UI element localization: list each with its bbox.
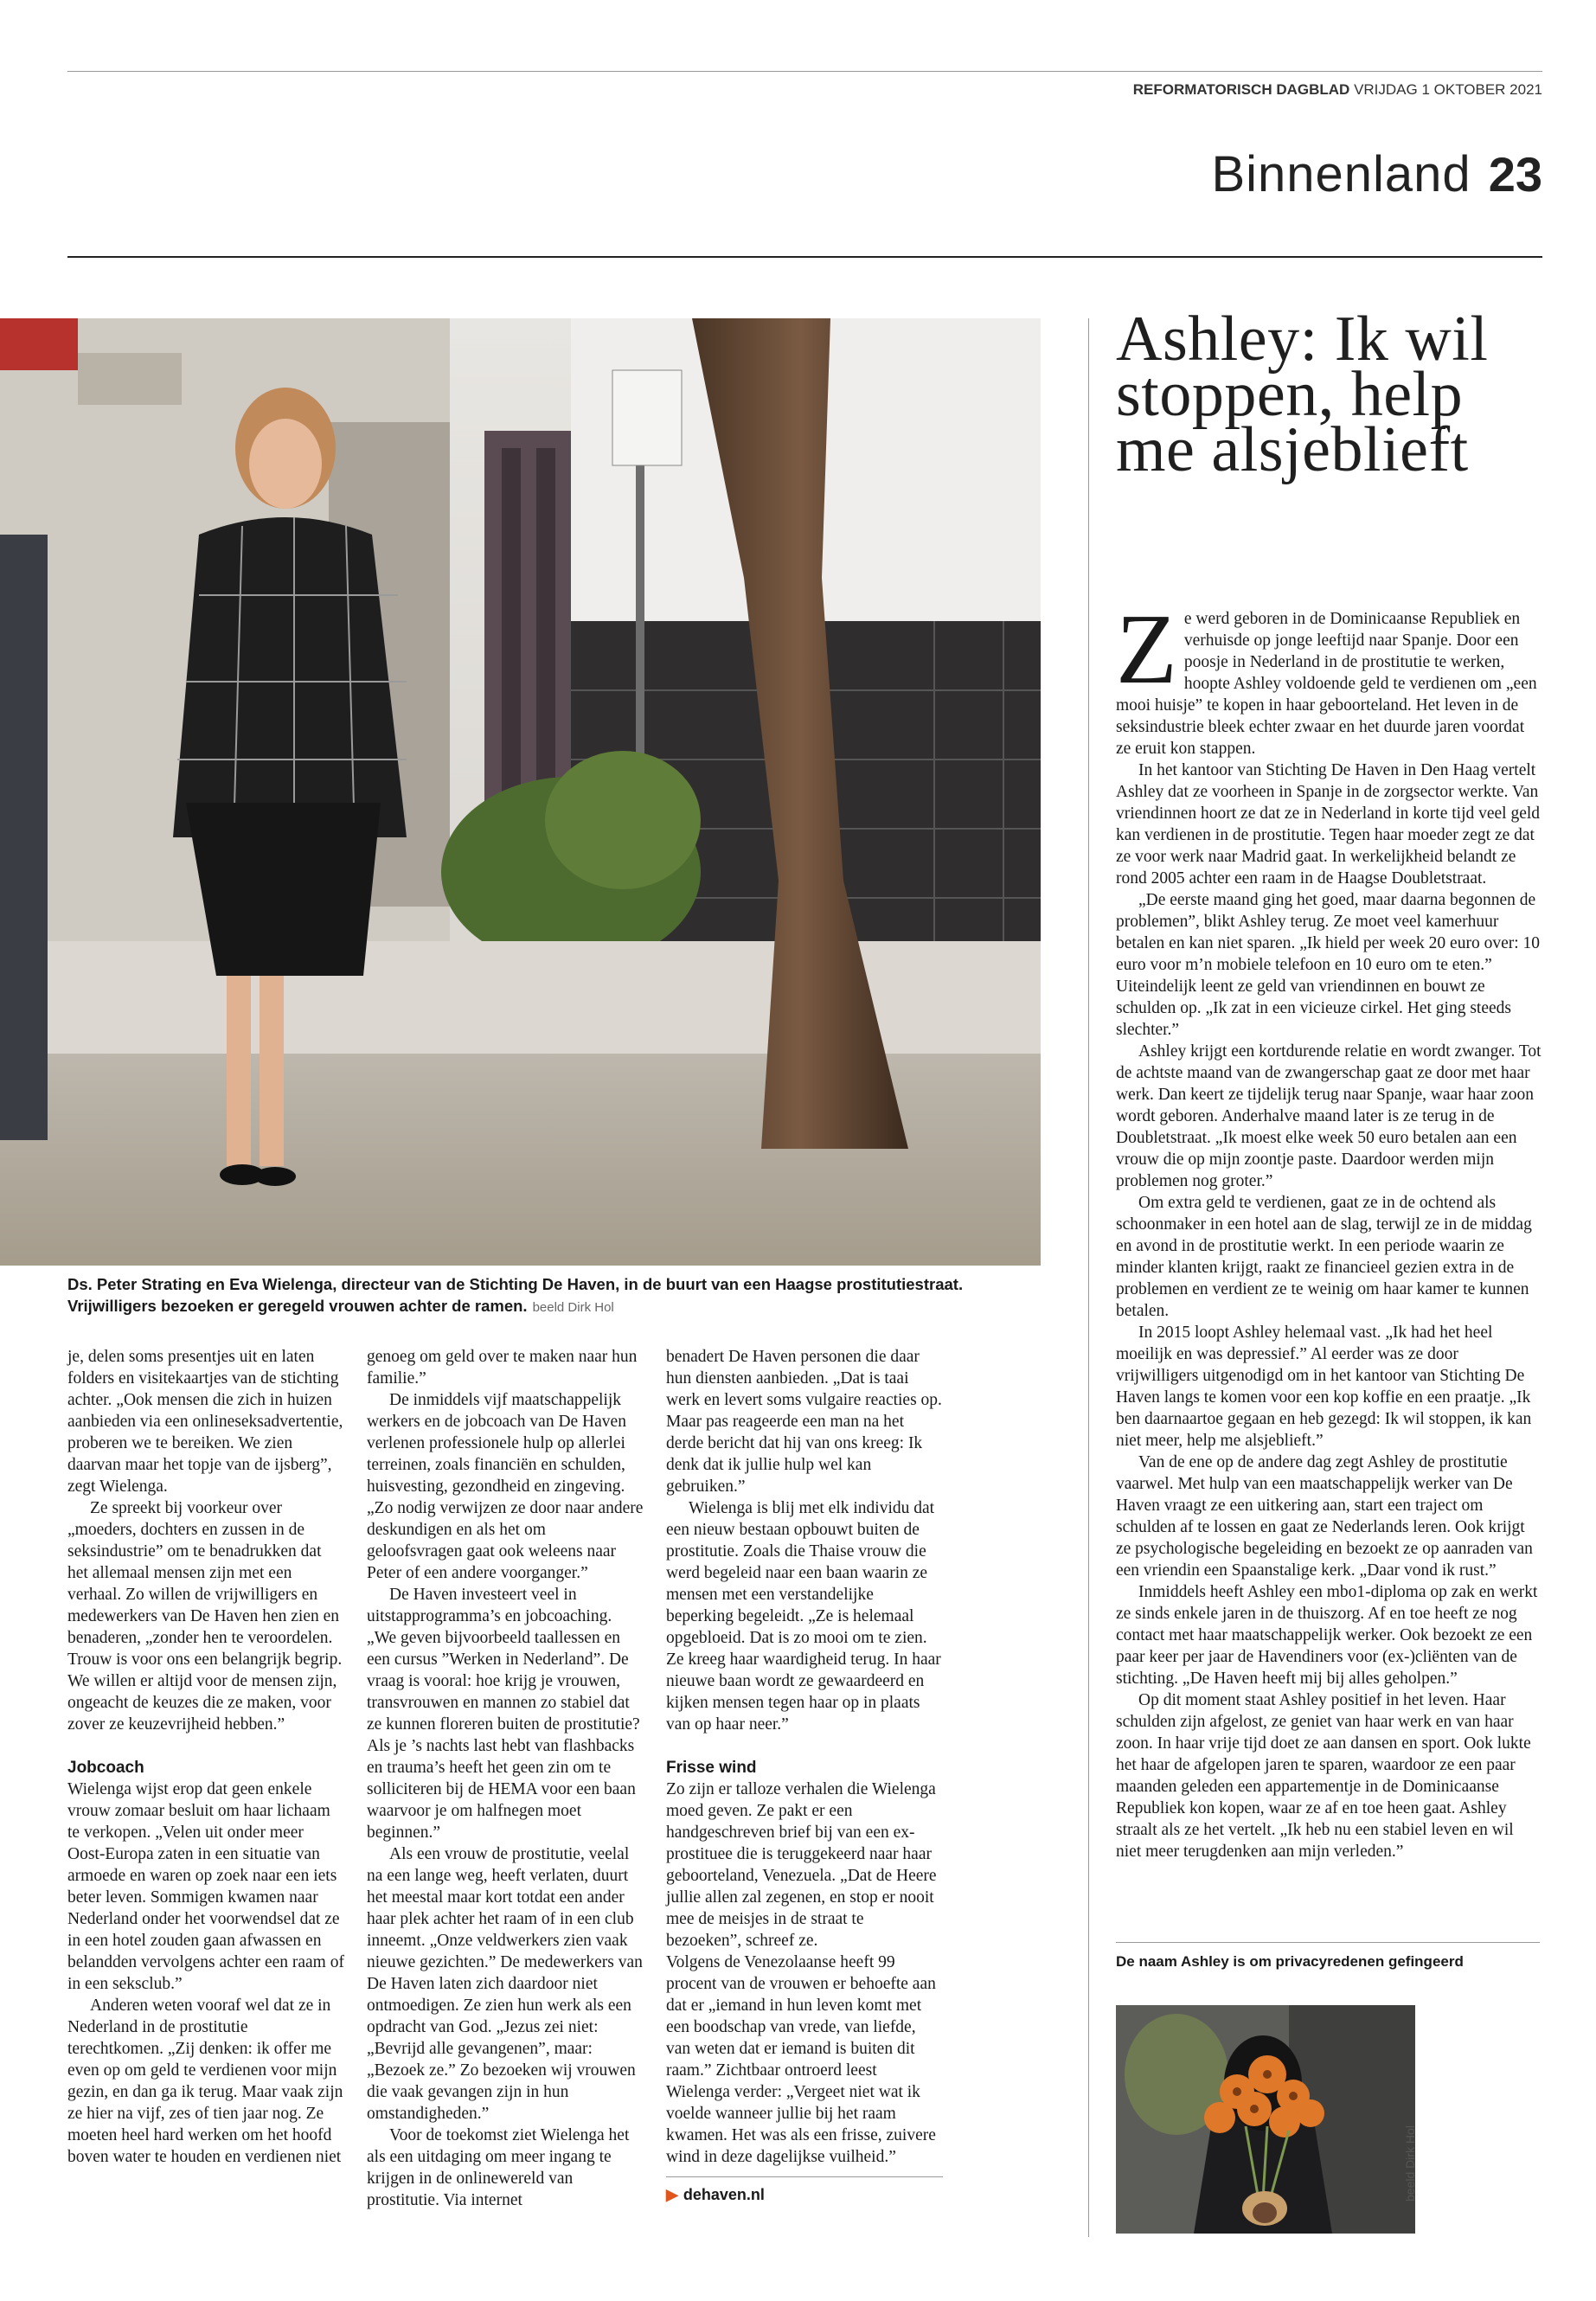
paragraph-text: e werd geboren in de Dominicaanse Republiek en verhuisde op jonge leeftijd naar Spanje. Door een poosje in Nederland in de prostitutie te werken, hoopte Ashley voldoende geld te verdienen om „een mooi huisje” te kopen in haar geboorteland. Het leven in de seksindustrie bleek echter zwaar en het duurde jaren voordat ze eruit kon stappen. — [1116, 610, 1537, 758]
top-rule — [67, 71, 1542, 72]
paragraph: Volgens de Venezolaanse heeft 99 procent van de vrouwen er behoefte aan dat er „iemand in hun leven komt met een boodschap van vrede, van liefde, van weten dat er iemand is buiten dit raam.” Zichtbaar ontroerd leest Wielenga verder: „Vergeet niet wat ik voelde wanneer jullie bij het raam kwamen. Het was als een frisse, zuivere wind in deze dagelijkse vuilheid.” — [666, 1953, 936, 2166]
paragraph: In 2015 loopt Ashley helemaal vast. „Ik had het heel moeilijk en was depressief.” Al eerder was ze door vrijwilligers uitgenodigd om in het kantoor van Stichting De Haven langs te komen voor een kop koffie en een praatje. „Ik ben daarnaartoe gegaan en heb gezegd: Ik wil stoppen, ik kan niet meer, help me alsjeblieft.” — [1116, 1324, 1532, 1450]
paragraph: Anderen weten vooraf wel dat ze in Nederland in de prostitutie terechtkomen. „Zij denken: ik offer me even op om geld te verdienen voor mijn gezin, en dan ga ik terug. Maar vaak zijn ze hier na vijf, zes of tien jaar nog. Ze moeten heel hard werken om het hoofd boven water te houden en verdienen niet — [67, 1997, 343, 2166]
paragraph: De Haven investeert veel in uitstapprogramma’s en jobcoaching. „We geven bijvoorbeeld taallessen en een cursus ”Werken in Nederland”. De vraag is vooral: hoe krijg je vrouwen, transvrouwen en mannen zo stabiel dat ze kunnen floreren buiten de prostitutie? Als je ’s nachts last hebt van flashbacks en trauma’s heeft het geen zin om te solliciteren bij de HEMA voor een baan waarvoor je om halfnegen moet beginnen.” — [367, 1586, 640, 1842]
page-number: 23 — [1488, 147, 1542, 202]
paragraph: Wielenga wijst erop dat geen enkele vrouw zomaar besluit om haar lichaam te verkopen. „Velen uit onder meer Oost-Europa zaten in een situatie van armoede en waren op zoek naar een iets beter leven. Sommigen kwamen naar Nederland onder het voorwendsel dat ze in een hotel zouden gaan afwassen en belandden vervolgens achter een raam of in een seksclub.” — [67, 1780, 344, 1993]
website-link-text[interactable]: dehaven.nl — [683, 2186, 765, 2203]
paragraph: Van de ene op de andere dag zegt Ashley de prostitutie vaarwel. Met hulp van een maatschappelijk werker van De Haven vraagt ze een uitkering aan, start een traject om schulden af te lossen en gaat ze Nederlands leren. Ook krijgt ze psychologische begeleiding en bezoekt ze op aanraden van een vriendin een Spaanstalige kerk. „Daar vond ik rust.” — [1116, 1453, 1533, 1580]
paragraph: je, delen soms presentjes uit en laten folders en visitekaartjes van de stichting achter. „Ook mensen die zich in huizen aanbieden via een onlineseksadvertentie, proberen we te bereiken. We zien daarvan maar het topje van de ijsberg”, zegt Wielenga. — [67, 1348, 343, 1496]
privacy-note: De naam Ashley is om privacyredenen gefingeerd — [1116, 1942, 1540, 1971]
section-name: Binnenland — [1211, 146, 1471, 202]
arrow-right-icon: ▶ — [666, 2186, 678, 2203]
subheading-frisse-wind: Frisse wind — [666, 1759, 757, 1777]
paragraph: De inmiddels vijf maatschappelijk werkers en de jobcoach van De Haven verlenen professionele hulp op allerlei terreinen, zoals financiën en schulden, huisvesting, gezondheid en zingeving. „Zo nodig verwijzen ze door naar andere deskundigen en als het om geloofsvragen gaat ook weleens naar Peter of een andere voorganger.” — [367, 1391, 644, 1582]
paragraph: genoeg om geld over te maken naar hun familie.” — [367, 1348, 638, 1388]
main-photo — [0, 318, 1041, 1266]
flowers-illustration — [1116, 2005, 1415, 2234]
issue-date: VRIJDAG 1 OKTOBER 2021 — [1354, 81, 1542, 98]
paragraph — [1116, 594, 1542, 760]
paragraph: benadert De Haven personen die daar hun diensten aanbieden. „Dat is taai werk en levert soms vulgaire reacties op. Maar pas reageerde een man na het derde bericht dat hij van ons kreeg: Ik denk dat ik jullie hulp wel kan gebruiken.” — [666, 1348, 942, 1496]
paragraph: Inmiddels heeft Ashley een mbo1-diploma op zak en werkt ze sinds enkele jaren in de thuiszorg. Af en toe heeft ze nog contact met haar maatschappelijk werker. Ook bezoekt ze een paar keer per jaar de Havendiners voor (ex-)cliënten van de stichting. „De Haven heeft mij bij alles geholpen.” — [1116, 1583, 1538, 1688]
sidebar-divider — [1088, 318, 1089, 2237]
masthead — [1133, 81, 1542, 99]
sidebar-photo — [1116, 2005, 1415, 2234]
caption-text: Ds. Peter Strating en Eva Wielenga, directeur van de Stichting De Haven, in de buurt van een Haagse prostitutiestraat. Vrijwilligers bezoeken er geregeld vrouwen achter de ramen. — [67, 1275, 964, 1315]
drop-cap: Z — [1116, 594, 1177, 705]
subheading-jobcoach: Jobcoach — [67, 1759, 144, 1777]
section-header — [1211, 145, 1542, 203]
paragraph: Voor de toekomst ziet Wielenga het als een uitdaging om meer ingang te krijgen in de onlinewereld van prostitutie. Via internet — [367, 2126, 630, 2209]
paragraph: Op dit moment staat Ashley positief in het leven. Haar schulden zijn afgelost, ze geniet van haar werk en van haar zoon. In haar vrije tijd doet ze aan dansen en sport. Ook lukte het haar de afgelopen jaren te sparen, waardoor ze een paar maanden geleden een appartementje in de Dominicaanse Republiek kon kopen, waar ze af en toe heen gaat. Ashley straalt als ze het vertelt. „Ik heb nu een stabiel leven en wil niet meer terugdenken aan mijn verleden.” — [1116, 1691, 1531, 1861]
paragraph: Ze spreekt bij voorkeur over „moeders, dochters en zussen in de seksindustrie” om te benadrukken dat het allemaal mensen zijn met een verhaal. Zo willen de vrijwilligers en medewerkers van De Haven hen zien en benaderen, „zonder hen te veroordelen. Trouw is voor ons een belangrijk begrip. We willen er altijd voor de mensen zijn, ongeacht de keuzes die ze maken, voor zover ze keuzevrijheid hebben.” — [67, 1499, 343, 1734]
article-column-2 — [367, 1346, 644, 2211]
paragraph: Wielenga is blij met elk individu dat een nieuw bestaan opbouwt buiten de prostitutie. Zoals die Thaise vrouw die werd begeleid naar een baan waarin ze mensen met een verstandelijke beperking begeleidt. „Ze is helemaal opgebloeid. Dat is zo mooi om te zien. Ze kreeg haar waardigheid terug. In haar nieuwe baan wordt ze gewaardeerd en kijken mensen tegen haar op in plaats van op haar neer.” — [666, 1499, 941, 1734]
paragraph: Zo zijn er talloze verhalen die Wielenga moed geven. Ze pakt er een handgeschreven brief bij van een ex-prostituee die is teruggekeerd naar haar geboorteland, Venezuela. „Dat de Heere jullie allen zal zegenen, en stop er nooit mee de meisjes in de straat te bezoeken”, schreef ze. — [666, 1780, 937, 1950]
photo-credit: beeld Dirk Hol — [532, 1300, 614, 1315]
photo-caption — [67, 1273, 1041, 1318]
paragraph: Als een vrouw de prostitutie, veelal na een lange weg, heeft verlaten, duurt het meestal maar kort totdat een ander haar plek achter het raam of in een club inneemt. „Onze veldwerkers zien vaak nieuwe gezichten.” De medewerkers van De Haven laten zich daardoor niet ontmoedigen. Ze zien hun werk als een opdracht van God. „Jezus zei niet: „Bevrijd alle gevangenen”, maar: „Bezoek ze.” Zo bezoeken wij vrouwen die vaak gevangen zijn in hun omstandigheden.” — [367, 1845, 643, 2123]
sidebar-title: Ashley: Ik wil stoppen, help me alsjeblieft — [1116, 304, 1489, 485]
website-link[interactable] — [666, 2176, 943, 2206]
paragraph: „De eerste maand ging het goed, maar daarna begonnen de problemen”, blikt Ashley terug. Ze moet veel kamerhuur betalen en kan niet sparen. „Ik hield per week 20 euro over: 10 euro voor m’n mobiele telefoon en 10 euro om te eten.” Uiteindelijk leent ze geld van vriendinnen en bouwt ze schulden op. „Ik zat in een vicieuze cirkel. Het ging steeds slechter.” — [1116, 891, 1541, 1039]
sidebar-body — [1116, 594, 1542, 1862]
article-column-3 — [666, 1346, 943, 2206]
paragraph: Om extra geld te verdienen, gaat ze in de ochtend als schoonmaker in een hotel aan de slag, terwijl ze in de middag en avond in de prostitutie werkt. In een periode waarin ze minder klanten krijgt, raakt ze financieel gezien extra in de problemen en verdient ze te weinig om haar kamer te kunnen betalen. — [1116, 1194, 1532, 1320]
header-rule — [67, 256, 1542, 258]
paragraph: In het kantoor van Stichting De Haven in Den Haag vertelt Ashley dat ze voorheen in Spanje in de zorgsector werkte. Van vriendinnen hoort ze dat ze in Nederland in korte tijd veel geld kan verdienen in de prostitutie. Tegen haar moeder zegt ze dat ze voor werk naar Madrid gaat. In werkelijkheid belandt ze rond 2005 achter een raam in de Haagse Doubletstraat. — [1116, 761, 1541, 888]
paper-name: REFORMATORISCH DAGBLAD — [1132, 81, 1350, 98]
street-scene-illustration — [0, 318, 1041, 1266]
paragraph: Ashley krijgt een kortdurende relatie en wordt zwanger. Tot de achtste maand van de zwangerschap gaat ze door met haar werk. Dan keert ze tijdelijk terug naar Spanje, waar haar zoon wordt geboren. Anderhalve maand later is ze terug in de Doubletstraat. „Ik moest elke week 50 euro betalen aan een vrouw die op mijn zoontje paste. Daardoor werden mijn problemen nog groter.” — [1116, 1042, 1542, 1190]
sidebar-photo-credit: beeld Dirk Hol — [1403, 2125, 1417, 2202]
article-column-1 — [67, 1346, 344, 2168]
